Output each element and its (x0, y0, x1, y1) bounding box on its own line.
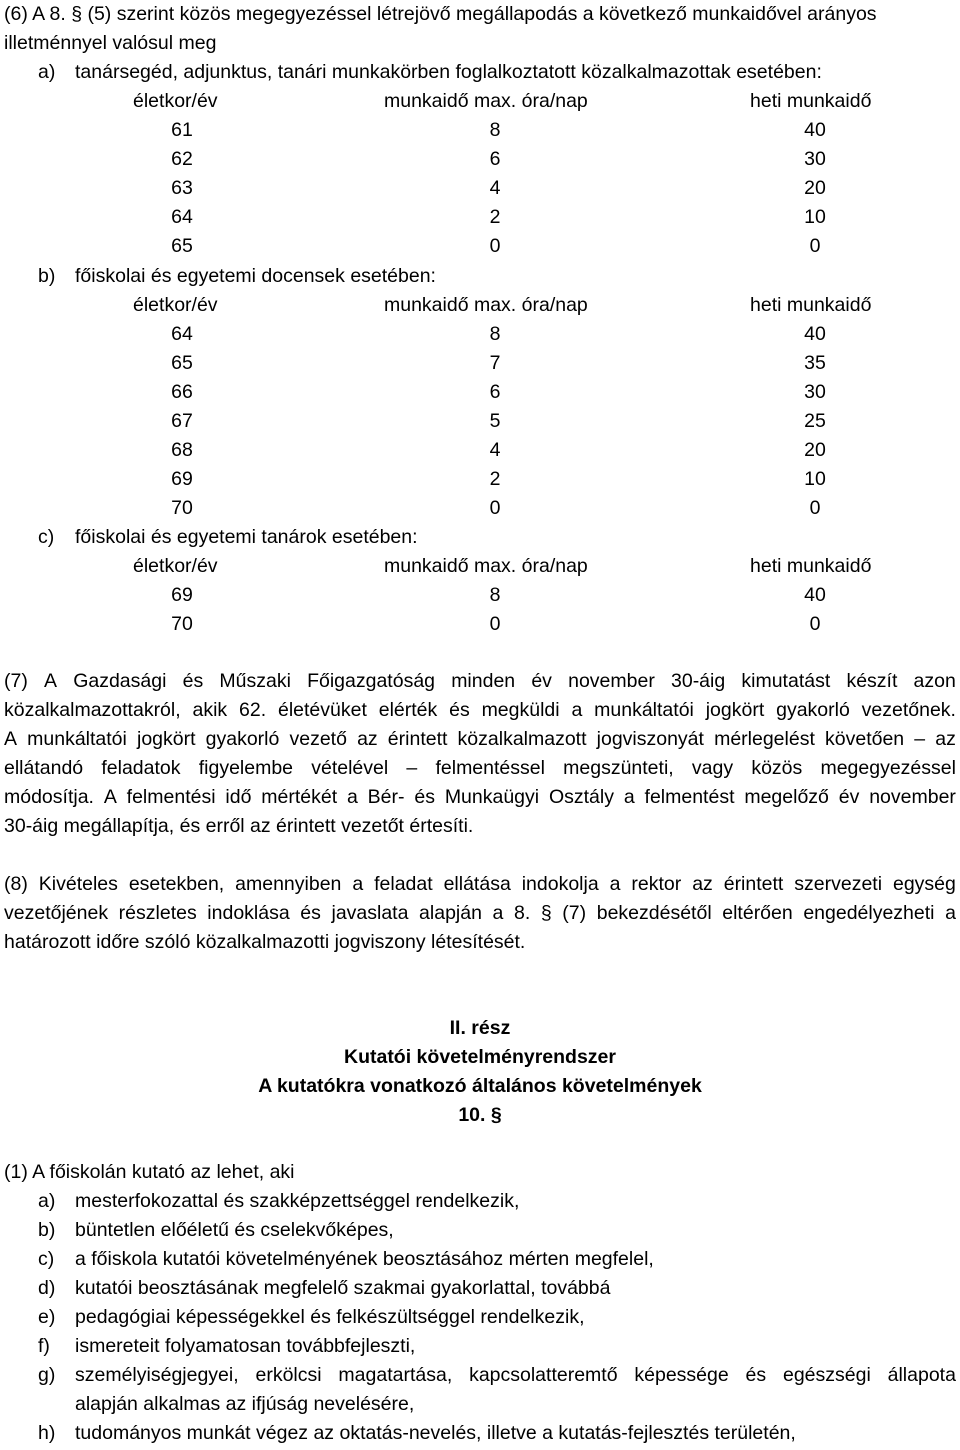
list-item-letter: d) (38, 1277, 56, 1299)
list-item: a főiskola kutatói követelményének beosztásához mérten megfelel, (75, 1248, 654, 1270)
paragraph-line: (8) Kivételes esetekben, amennyiben a feladat ellátása indokolja a rektor az érintett szervezeti egység (4, 873, 956, 895)
list-item-letter: e) (38, 1306, 56, 1328)
table-cell: 70 (171, 613, 193, 635)
table-cell: 0 (809, 497, 821, 519)
header-age: életkor/év (133, 294, 218, 316)
list-item: tudományos munkát végez az oktatás-nevelés, illetve a kutatás-fejlesztés területén, (75, 1422, 796, 1444)
list-item-letter: f) (38, 1335, 50, 1357)
table-cell: 70 (171, 497, 193, 519)
intro-line-2: illetménnyel valósul meg (4, 32, 217, 54)
table-cell: 25 (804, 410, 826, 432)
header-weekly: heti munkaidő (750, 294, 872, 316)
paragraph-line: ellátandó feladatok figyelembe vételével – felmentéssel megszünteti, vagy közös megegyezéssel (4, 757, 956, 779)
list-item-letter: g) (38, 1364, 56, 1386)
part-subtitle: A kutatókra vonatkozó általános követelmények (258, 1075, 702, 1097)
list-intro: (1) A főiskolán kutató az lehet, aki (4, 1161, 295, 1183)
list-item: büntetlen előéletű és cselekvőképes, (75, 1219, 394, 1241)
list-item: pedagógiai képességekkel és felkészültséggel rendelkezik, (75, 1306, 585, 1328)
table-cell: 4 (489, 177, 501, 199)
table-cell: 64 (171, 206, 193, 228)
table-cell: 0 (489, 613, 501, 635)
section-b-letter: b) (38, 265, 56, 287)
section-a-letter: a) (38, 61, 56, 83)
table-cell: 0 (809, 235, 821, 257)
part-heading: II. rész (449, 1017, 511, 1039)
paragraph-line: (7) A Gazdasági és Műszaki Főigazgatóság minden év november 30-áig kimutatást készít azon (4, 670, 956, 692)
table-cell: 65 (171, 235, 193, 257)
table-cell: 40 (804, 584, 826, 606)
table-cell: 8 (489, 323, 501, 345)
table-cell: 7 (489, 352, 501, 374)
list-item: ismereteit folyamatosan továbbfejleszti, (75, 1335, 416, 1357)
intro-line-1: (6) A 8. § (5) szerint közös megegyezéssel létrejövő megállapodás a következő munkaidővel arányos (4, 3, 877, 25)
table-cell: 67 (171, 410, 193, 432)
paragraph-line: A munkáltatói jogkört gyakorló vezető az érintett közalkalmazott jogviszonyát mérlegelést követően – az (4, 728, 956, 750)
paragraph-line: közalkalmazottakról, akik 62. életévüket elérték és megküldi a munkáltatói jogkört gyakorló vezetőnek. (4, 699, 956, 721)
paragraph-line: vezetőjének részletes indoklása és javaslata alapján a 8. § (7) bekezdésétől eltérően engedélyezheti a (4, 902, 956, 924)
header-age: életkor/év (133, 555, 218, 577)
section-a-title: tanársegéd, adjunktus, tanári munkakörben foglalkoztatott közalkalmazottak esetében: (75, 61, 822, 83)
list-item: személyiségjegyei, erkölcsi magatartása, kapcsolatteremtő képessége és egészségi állapota (75, 1364, 956, 1386)
table-cell: 0 (489, 235, 501, 257)
table-cell: 6 (489, 381, 501, 403)
table-cell: 20 (804, 177, 826, 199)
table-cell: 8 (489, 119, 501, 141)
section-number: 10. § (458, 1104, 502, 1126)
table-cell: 65 (171, 352, 193, 374)
table-cell: 0 (489, 497, 501, 519)
header-weekly: heti munkaidő (750, 90, 872, 112)
part-title: Kutatói követelményrendszer (343, 1046, 616, 1068)
table-cell: 40 (804, 323, 826, 345)
table-cell: 69 (171, 584, 193, 606)
table-cell: 20 (804, 439, 826, 461)
table-cell: 5 (489, 410, 501, 432)
list-item-letter: a) (38, 1190, 56, 1212)
table-cell: 66 (171, 381, 193, 403)
header-hours: munkaidő max. óra/nap (384, 555, 588, 577)
table-cell: 2 (489, 468, 501, 490)
table-cell: 35 (804, 352, 826, 374)
list-item-letter: c) (38, 1248, 55, 1270)
header-weekly: heti munkaidő (750, 555, 872, 577)
paragraph-line: határozott időre szóló közalkalmazotti jogviszony létesítését. (4, 931, 526, 953)
section-c-letter: c) (38, 526, 55, 548)
table-cell: 40 (804, 119, 826, 141)
table-cell: 10 (804, 468, 826, 490)
table-cell: 64 (171, 323, 193, 345)
list-item: mesterfokozattal és szakképzettséggel rendelkezik, (75, 1190, 520, 1212)
table-cell: 30 (804, 148, 826, 170)
header-hours: munkaidő max. óra/nap (384, 294, 588, 316)
table-cell: 30 (804, 381, 826, 403)
header-hours: munkaidő max. óra/nap (384, 90, 588, 112)
table-cell: 69 (171, 468, 193, 490)
table-cell: 63 (171, 177, 193, 199)
paragraph-line: módosítja. A felmentési idő mértékét a Bér- és Munkaügyi Osztály a felmentést megelőző év november (4, 786, 956, 808)
table-cell: 6 (489, 148, 501, 170)
section-c-title: főiskolai és egyetemi tanárok esetében: (75, 526, 418, 548)
table-cell: 68 (171, 439, 193, 461)
header-age: életkor/év (133, 90, 218, 112)
table-cell: 0 (809, 613, 821, 635)
list-item-letter: b) (38, 1219, 56, 1241)
table-cell: 10 (804, 206, 826, 228)
list-item-continued: alapján alkalmas az ifjúság nevelésére, (75, 1393, 415, 1415)
list-item-letter: h) (38, 1422, 56, 1444)
table-cell: 62 (171, 148, 193, 170)
table-cell: 8 (489, 584, 501, 606)
list-item: kutatói beosztásának megfelelő szakmai gyakorlattal, továbbá (75, 1277, 611, 1299)
table-cell: 61 (171, 119, 193, 141)
section-b-title: főiskolai és egyetemi docensek esetében: (75, 265, 436, 287)
paragraph-line: 30-áig megállapítja, és erről az érintett vezetőt értesíti. (4, 815, 474, 837)
table-cell: 4 (489, 439, 501, 461)
table-cell: 2 (489, 206, 501, 228)
